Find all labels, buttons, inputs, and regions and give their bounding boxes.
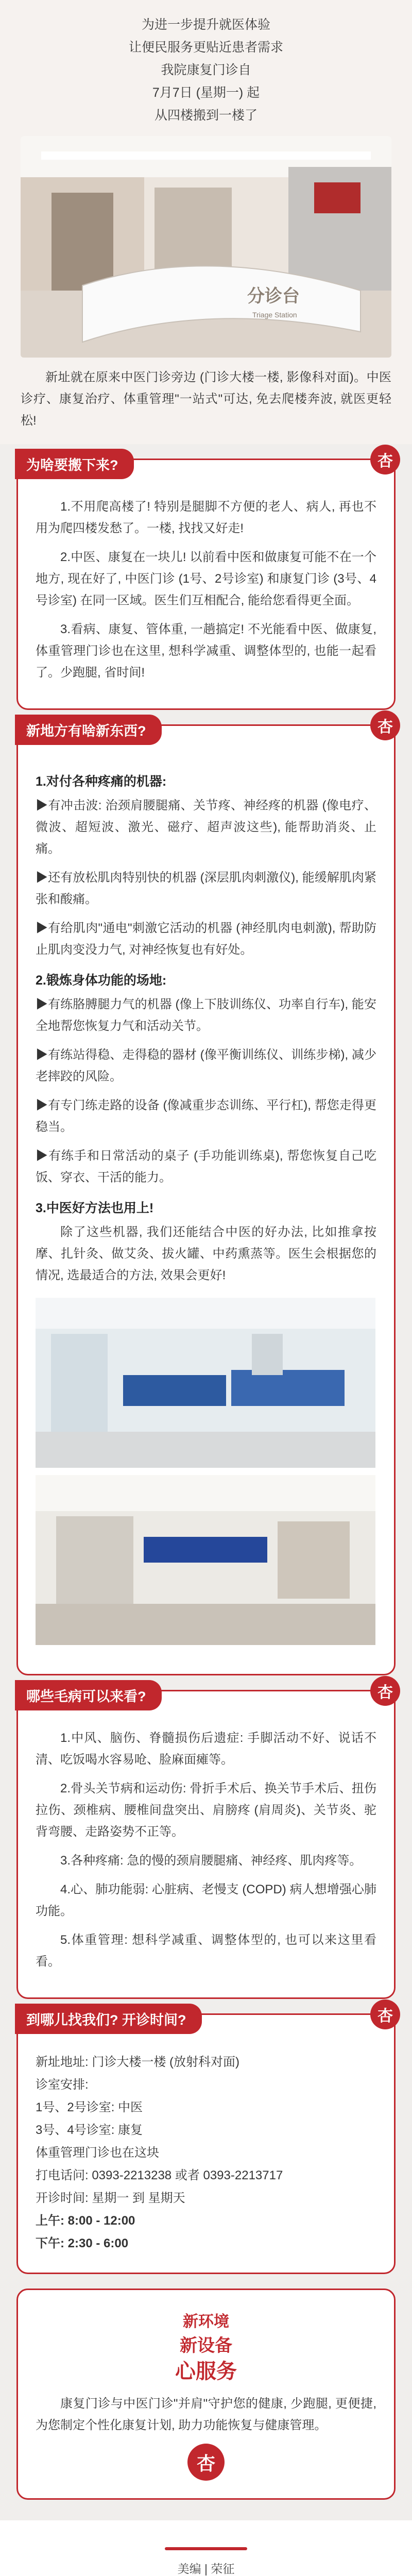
logo-icon: 杏 bbox=[36, 2444, 376, 2481]
logo-icon: 杏 bbox=[370, 710, 401, 741]
clinic-lobby-photo bbox=[21, 136, 391, 358]
tcm-paragraph: 除了这些机器, 我们还能结合中医的好办法, 比如推拿按摩、扎针灸、做艾灸、拔火罐、中药熏蒸等。医生会根据您的情况, 选最适合的方法, 效果会更好! bbox=[36, 1225, 376, 1282]
section-why-title: 为啥要搬下来? bbox=[15, 449, 134, 479]
intro-block bbox=[0, 0, 412, 444]
phone-row[interactable]: 打电话问: 0393-2213238 或者 0393-2213717 bbox=[36, 2168, 283, 2182]
intro-line: 为进一步提升就医体验 bbox=[141, 18, 270, 32]
why-paragraph: 2.中医、康复在一块儿! 以前看中医和做康复可能不在一个地方, 现在好了, 中医门诊 (1号、2号诊室) 和康复门诊 (3号、4号诊室) 在同一区域。医生们互相配合, 能给您看得更全面。 bbox=[36, 550, 376, 607]
afternoon-hours: 下午: 2:30 - 6:00 bbox=[36, 2236, 129, 2250]
closing-line: 新环境 bbox=[183, 2313, 229, 2330]
section-why-card bbox=[16, 453, 396, 710]
section-ill-title: 哪些毛病可以来看? bbox=[15, 1680, 162, 1710]
ill-paragraph: 3.各种疼痛: 急的慢的颈肩腰腿痛、神经疼、肌肉疼等。 bbox=[60, 1854, 362, 1868]
room-row: 3号、4号诊室: 康复 bbox=[36, 2123, 143, 2137]
section-new-card bbox=[16, 719, 396, 1675]
section-ill-card bbox=[16, 1684, 396, 1999]
footer-divider bbox=[165, 2547, 247, 2550]
equipment-item: ▶还有放松肌肉特别快的机器 (深层肌肉刺激仪), 能缓解肌肉紧张和酸痛。 bbox=[36, 871, 376, 906]
morning-hours: 上午: 8:00 - 12:00 bbox=[36, 2214, 135, 2228]
ill-paragraph: 5.体重管理: 想科学减重、调整体型的, 也可以来这里看看。 bbox=[36, 1933, 376, 1969]
hours-row: 开诊时间: 星期一 到 星期天 bbox=[36, 2191, 185, 2205]
closing-paragraph: 康复门诊与中医门诊"并肩"守护您的健康, 少跑腿, 更便捷, 为您制定个性化康复计划, 助力功能恢复与健康管理。 bbox=[36, 2397, 376, 2432]
treatment-room-photo bbox=[36, 1298, 375, 1468]
ill-paragraph: 2.骨头关节病和运动伤: 骨折手术后、换关节手术后、扭伤拉伤、颈椎病、腰椎间盘突出、肩膀疼 (肩周炎)、关节炎、驼背弯腰、走路姿势不正等。 bbox=[36, 1782, 376, 1839]
training-subhead: 2.锻炼身体功能的场地: bbox=[36, 973, 167, 988]
weight-room-row: 体重管理门诊也在这块 bbox=[36, 2146, 159, 2160]
why-paragraph: 1.不用爬高楼了! 特别是腿脚不方便的老人、病人, 再也不用为爬四楼发愁了。一楼, 找找又好走! bbox=[36, 500, 376, 535]
tcm-subhead: 3.中医好方法也用上! bbox=[36, 1201, 154, 1215]
intro-line: 我院康复门诊自 bbox=[161, 63, 251, 77]
training-item: ▶有专门练走路的设备 (像减重步态训练、平行杠), 帮您走得更稳当。 bbox=[36, 1098, 376, 1134]
equipment-subhead: 1.对付各种疼痛的机器: bbox=[36, 774, 167, 789]
logo-icon: 杏 bbox=[370, 1999, 401, 2030]
triage-sign-sub: Triage Station bbox=[252, 311, 297, 319]
address-row: 新址地址: 门诊大楼一楼 (放射科对面) bbox=[36, 2055, 239, 2069]
triage-sign: 分诊台 bbox=[247, 286, 300, 306]
equipment-item: ▶有给肌肉"通电"刺激它活动的机器 (神经肌肉电刺激), 帮助防止肌肉变没力气, 对神经恢复也有好处。 bbox=[36, 921, 376, 957]
address-paragraph: 新址就在原来中医门诊旁边 (门诊大楼一楼, 影像科对面)。中医诊疗、康复治疗、体重管理"一站式"可达, 免去爬楼奔波, 就医更轻松! bbox=[21, 370, 391, 428]
equipment-photos bbox=[36, 1298, 376, 1645]
editor-credit: 美编 | 荣征 bbox=[177, 2562, 235, 2575]
section-where-card bbox=[16, 2008, 396, 2274]
why-paragraph: 3.看病、康复、管体重, 一趟搞定! 不光能看中医、做康复, 体重管理门诊也在这里, 想科学减重、调整体型的, 也能一起看了。少跑腿, 省时间! bbox=[36, 622, 376, 680]
training-item: ▶有练站得稳、走得稳的器材 (像平衡训练仪、训练步梯), 减少老摔跤的风险。 bbox=[36, 1048, 376, 1083]
intro-line: 从四楼搬到一楼了 bbox=[154, 108, 258, 123]
intro-line: 7月7日 (星期一) 起 bbox=[152, 86, 260, 100]
room-row: 1号、2号诊室: 中医 bbox=[36, 2100, 143, 2114]
section-new-title: 新地方有啥新东西? bbox=[15, 715, 162, 745]
closing-line: 新设备 bbox=[180, 2336, 232, 2355]
logo-icon: 杏 bbox=[370, 1676, 401, 1707]
rehab-hall-photo bbox=[36, 1475, 375, 1645]
training-item: ▶有练手和日常活动的桌子 (手功能训练桌), 帮您恢复自己吃饭、穿衣、干活的能力。 bbox=[36, 1149, 376, 1184]
section-where-title: 到哪儿找我们? 开诊时间? bbox=[15, 2004, 202, 2034]
logo-icon: 杏 bbox=[370, 445, 401, 476]
intro-line: 让便民服务更贴近患者需求 bbox=[128, 40, 283, 55]
credits-footer bbox=[0, 2520, 412, 2576]
ill-paragraph: 1.中风、脑伤、脊髓损伤后遗症: 手脚活动不好、说话不清、吃饭喝水容易呛、脸麻面瘫等。 bbox=[36, 1731, 376, 1767]
training-item: ▶有练胳膊腿力气的机器 (像上下肢训练仪、功率自行车), 能安全地帮您恢复力气和活动关节。 bbox=[36, 997, 376, 1033]
rooms-heading: 诊室安排: bbox=[36, 2078, 89, 2092]
closing-line: 心服务 bbox=[175, 2360, 237, 2383]
ill-paragraph: 4.心、肺功能弱: 心脏病、老慢支 (COPD) 病人想增强心肺功能。 bbox=[36, 1883, 376, 1918]
equipment-item: ▶有冲击波: 治颈肩腰腿痛、关节疼、神经疼的机器 (像电疗、微波、超短波、激光、磁疗、超声波这些), 能帮助消炎、止痛。 bbox=[36, 799, 376, 856]
closing-card bbox=[16, 2289, 396, 2500]
